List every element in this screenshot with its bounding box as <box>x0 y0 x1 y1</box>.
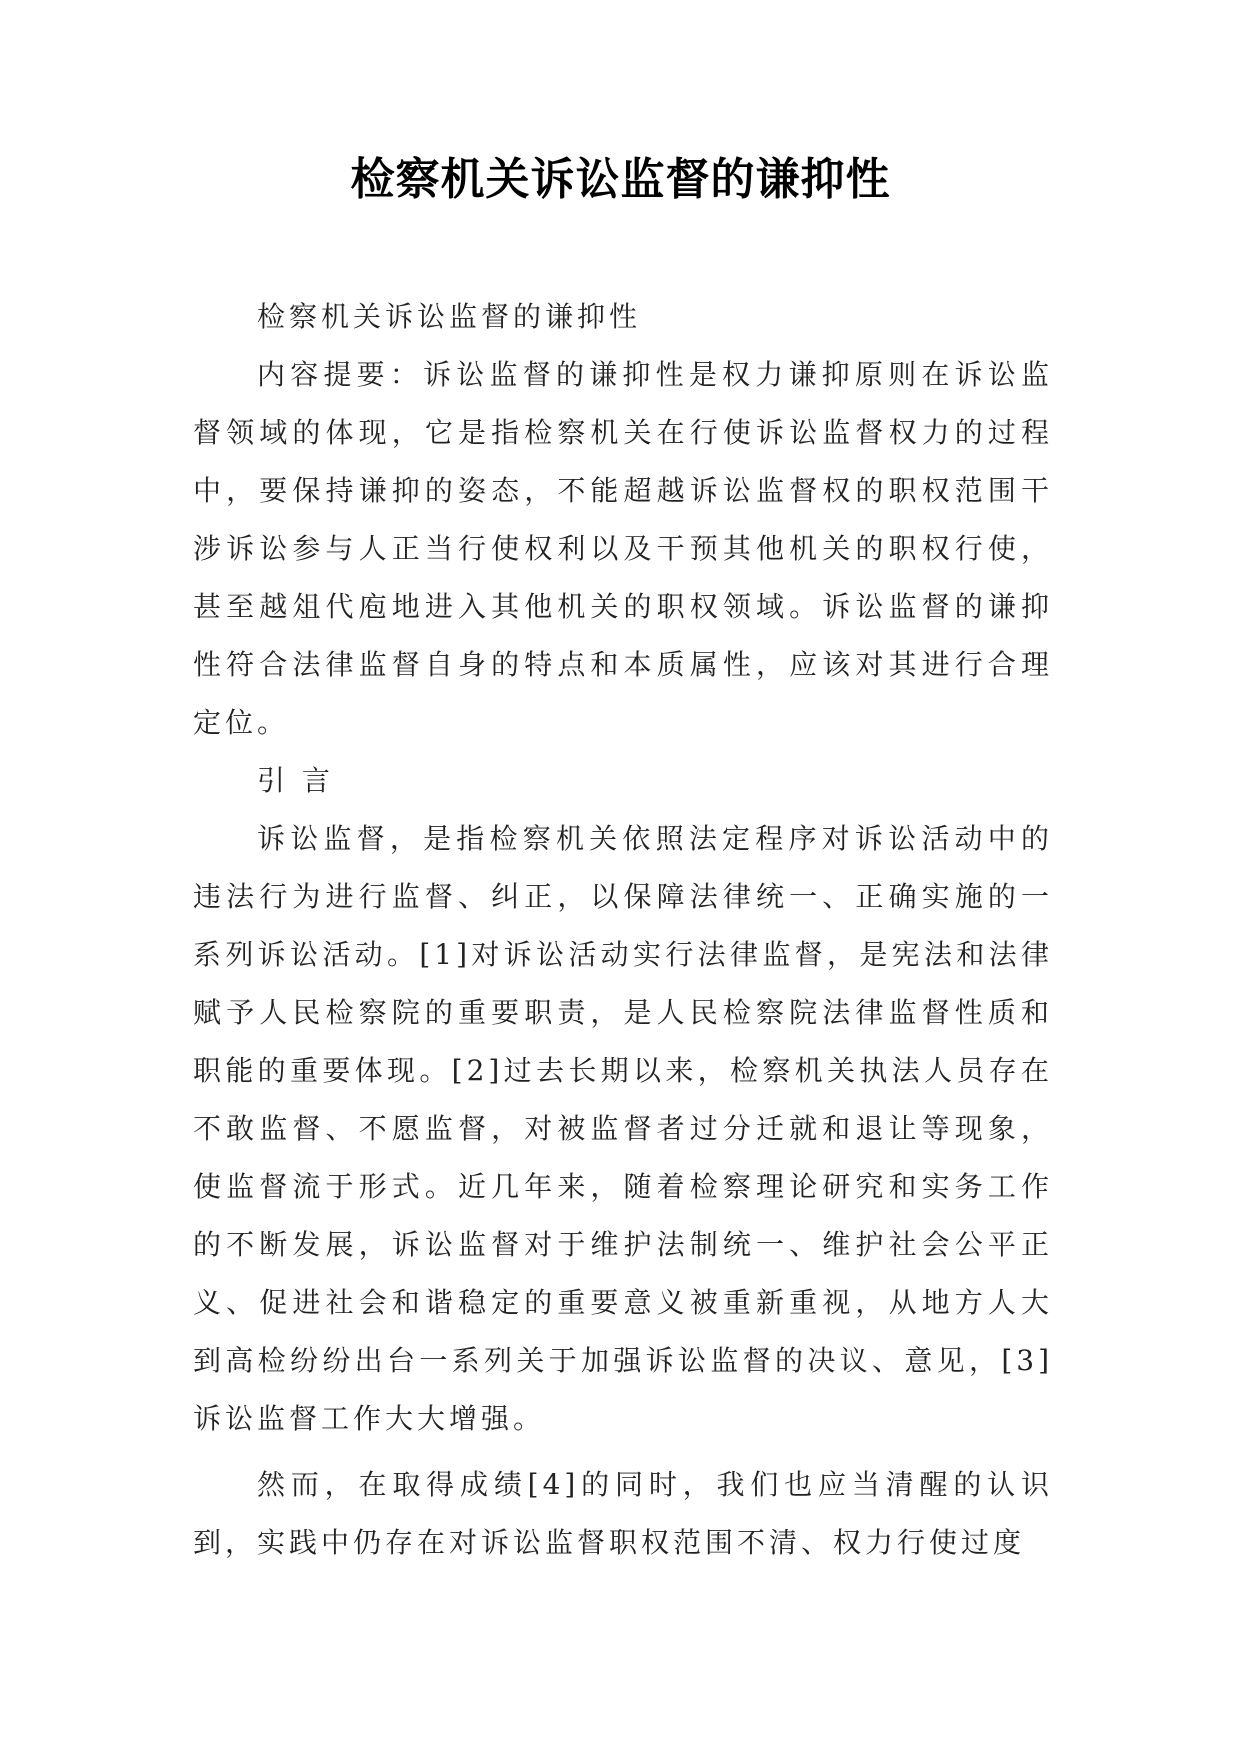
section-heading-introduction: 引 言 <box>257 764 334 797</box>
paragraph-abstract: 内容提要：诉讼监督的谦抑性是权力谦抑原则在诉讼监督领域的体现，它是指检察机关在行使诉讼监督权力的过程中，要保持谦抑的姿态，不能超越诉讼监督权的职权范围干涉诉讼参与人正当行使权利以及干预其他机关的职权行使，甚至越俎代庖地进入其他机关的职权领域。诉讼监督的谦抑性符合法律监督自身的特点和本质属性，应该对其进行合理定位。 <box>193 358 1053 739</box>
paragraph-introduction: 诉讼监督，是指检察机关依照法定程序对诉讼活动中的违法行为进行监督、纠正，以保障法律统一、正确实施的一系列诉讼活动。[1]对诉讼活动实行法律监督，是宪法和法律赋予人民检察院的重要职责，是人民检察院法律监督性质和职能的重要体现。[2]过去长期以来，检察机关执法人员存在不敢监督、不愿监督，对被监督者过分迁就和退让等现象，使监督流于形式。近几年来，随着检察理论研究和实务工作的不断发展，诉讼监督对于维护法制统一、维护社会公平正义、促进社会和谐稳定的重要意义被重新重视，从地方人大到高检纷纷出台一系列关于加强诉讼监督的决议、意见，[3]诉讼监督工作大大增强。 <box>193 822 1053 1435</box>
document-body <box>193 288 1053 1572</box>
paragraph-subtitle: 检察机关诉讼监督的谦抑性 <box>257 300 642 333</box>
paragraph-continuation: 然而，在取得成绩[4]的同时，我们也应当清醒的认识到，实践中仍存在对诉讼监督职权范围不清、权力行使过度 <box>193 1468 1053 1559</box>
document-title: 检察机关诉讼监督的谦抑性 <box>350 154 891 205</box>
